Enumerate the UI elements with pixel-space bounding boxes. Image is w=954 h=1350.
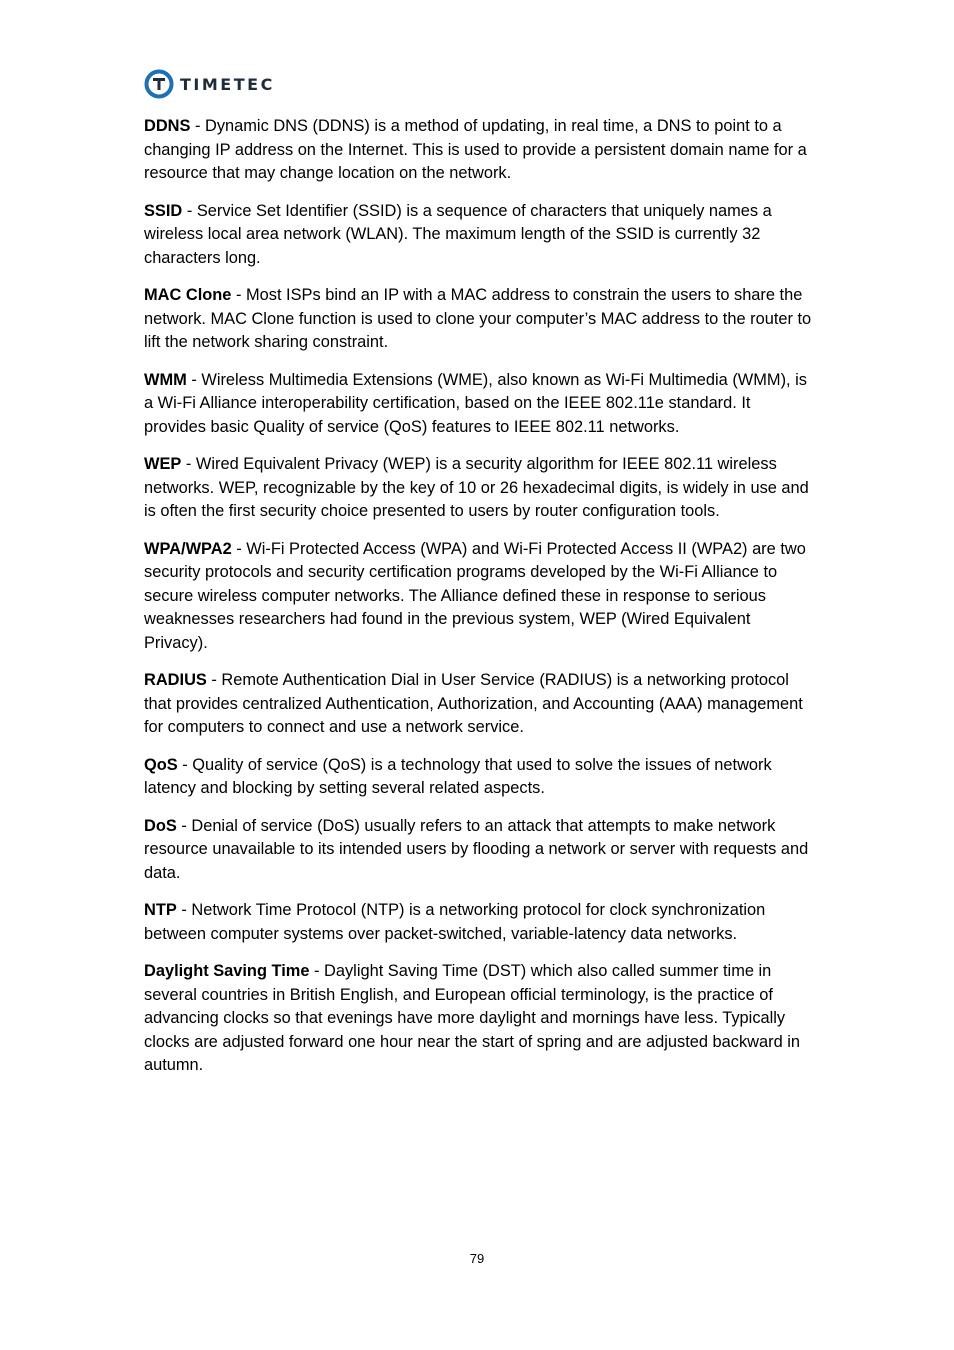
glossary-term: WMM [144, 370, 187, 389]
glossary-term: DDNS [144, 117, 191, 135]
glossary-entry-wmm [144, 369, 816, 440]
glossary-term: QoS [144, 755, 178, 774]
glossary-list [144, 115, 816, 1092]
timetec-logo-icon [144, 69, 174, 99]
glossary-definition: - Daylight Saving Time (DST) which also called summer time in several countries in British English, and European official terminology, is the practice of advancing clocks so that evenings have more daylight and mornings have less. Typically clocks are adjusted forward one hour near the start of spring and are adjusted backward in autumn. [144, 962, 801, 1074]
glossary-term: Daylight Saving Time [144, 962, 310, 980]
glossary-definition: - Wireless Multimedia Extensions (WME), also known as Wi-Fi Multimedia (WMM), is a Wi-Fi Alliance interoperability certification, based on the IEEE 802.11e standard. It provides basic Quality of service (QoS) features to IEEE 802.11 networks. [144, 370, 807, 436]
glossary-term: NTP [144, 901, 177, 919]
glossary-definition: - Network Time Protocol (NTP) is a networking protocol for clock synchronization between computer systems over packet-switched, variable-latency data networks. [144, 901, 766, 943]
glossary-entry-mac-clone [144, 284, 816, 355]
glossary-definition: - Wired Equivalent Privacy (WEP) is a security algorithm for IEEE 802.11 wireless networks. WEP, recognizable by the key of 10 or 26 hexadecimal digits, is widely in use and is often the first security choice presented to users by router configuration tools. [144, 455, 809, 520]
glossary-entry-ssid [144, 200, 816, 271]
glossary-term: MAC Clone [144, 286, 232, 304]
page-number: 79 [469, 1251, 485, 1266]
glossary-entry-dos [144, 815, 816, 886]
glossary-entry-ntp [144, 899, 816, 946]
glossary-term: WPA/WPA2 [144, 539, 232, 558]
glossary-term: RADIUS [144, 671, 207, 689]
glossary-entry-daylight-saving-time [144, 960, 816, 1078]
glossary-term: WEP [144, 455, 182, 473]
glossary-definition: - Most ISPs bind an IP with a MAC address to constrain the users to share the network. MAC Clone function is used to clone your computer’s MAC address to the router to lift the network sharing constraint. [144, 286, 812, 351]
glossary-definition: - Dynamic DNS (DDNS) is a method of updating, in real time, a DNS to point to a changing IP address on the Internet. This is used to provide a persistent domain name for a resource that may change location on the network. [144, 117, 807, 182]
glossary-term: SSID [144, 201, 183, 220]
glossary-entry-wpa-wpa2 [144, 538, 816, 656]
glossary-definition: - Service Set Identifier (SSID) is a sequence of characters that uniquely names a wireless local area network (WLAN). The maximum length of the SSID is currently 32 characters long. [144, 201, 772, 267]
logo-text: TIMETEC [180, 74, 275, 94]
glossary-term: DoS [144, 816, 177, 835]
glossary-entry-ddns [144, 115, 816, 186]
glossary-entry-qos [144, 754, 816, 801]
glossary-entry-wep [144, 453, 816, 524]
timetec-logo [144, 68, 275, 100]
glossary-definition: - Denial of service (DoS) usually refers to an attack that attempts to make network resource unavailable to its intended users by flooding a network or server with requests and data. [144, 816, 809, 882]
glossary-definition: - Remote Authentication Dial in User Service (RADIUS) is a networking protocol that provides centralized Authentication, Authorization, and Accounting (AAA) management for computers to connect and use a network service. [144, 671, 803, 736]
glossary-entry-radius [144, 669, 816, 740]
glossary-definition: - Wi-Fi Protected Access (WPA) and Wi-Fi Protected Access II (WPA2) are two security protocols and security certification programs developed by the Wi-Fi Alliance to secure wireless computer networks. The Alliance defined these in response to serious weaknesses researchers had found in the previous system, WEP (Wired Equivalent Privacy). [144, 539, 806, 652]
glossary-definition: - Quality of service (QoS) is a technology that used to solve the issues of network latency and blocking by setting several related aspects. [144, 755, 772, 797]
